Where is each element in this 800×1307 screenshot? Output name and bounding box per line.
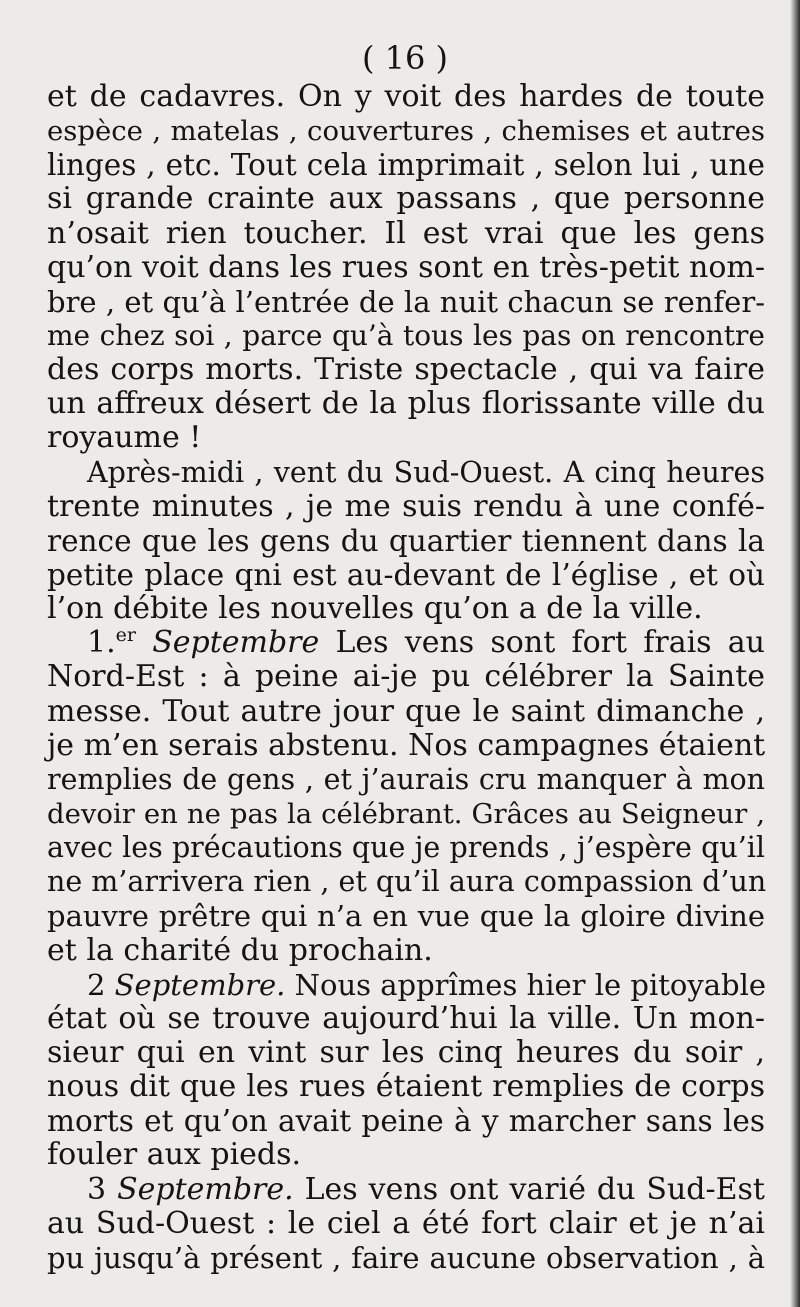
text-line: et la charité du prochain. — [47, 932, 433, 968]
body-text — [47, 80, 765, 1275]
entry-date: Septembre. — [117, 1171, 294, 1207]
entry-text: Les vens ont varié du Sud-Est — [293, 1171, 765, 1207]
text-line: royaume ! — [47, 420, 202, 456]
dated-entry-line — [47, 626, 765, 660]
entry-number: 3 — [87, 1171, 107, 1207]
dated-entry-line — [47, 968, 765, 1002]
text-line: remplies de gens , et j’aurais cru manquer à mon — [47, 762, 765, 796]
page-spine-shadow — [790, 0, 800, 1307]
entry-text: Nous apprîmes hier le pitoyable — [285, 967, 767, 1002]
text-line: pauvre prêtre qui n’a en vue que la gloire divine — [47, 899, 765, 934]
text-line: espèce , matelas , couvertures , chemises et autres — [47, 115, 765, 148]
entry-date: Septembre — [152, 625, 320, 661]
text-line: avec les précautions que je prends , j’espère qu’il — [47, 831, 765, 865]
text-line: messe. Tout autre jour que le saint dimanche , — [47, 693, 765, 729]
text-line: Après-midi , vent du Sud-Ouest. A cinq heures — [87, 455, 765, 489]
text-line: un affreux désert de la plus florissante ville du — [47, 386, 765, 422]
entry-text: Les vens sont fort frais au — [319, 625, 765, 661]
text-line: linges , etc. Tout cela imprimait , selon lui , une — [47, 148, 765, 183]
text-line: état où se trouve aujourd’hui la ville. Un mon- — [47, 1000, 765, 1036]
text-line: qu’on voit dans les rues sont en très-petit nom- — [47, 249, 765, 285]
text-line: si grande crainte aux passans , que personne — [47, 181, 765, 217]
text-line: nous dit que les rues étaient remplies de corps — [47, 1069, 765, 1105]
ordinal-suffix: er — [115, 624, 136, 647]
text-line: rence que les gens du quartier tiennent dans la — [47, 523, 765, 558]
text-line: au Sud-Ouest : le ciel a été fort clair et je n’ai — [47, 1205, 765, 1241]
dated-entry-line — [47, 1173, 765, 1207]
text-line: des corps morts. Triste spectacle , qui va faire — [47, 352, 765, 388]
text-line: sieur qui en vint sur les cinq heures du soir , — [47, 1034, 765, 1070]
text-line: petite place qni est au-devant de l’église , et où — [47, 557, 765, 592]
text-line: ne m’arrivera rien , et qu’il aura compassion d’un — [47, 865, 767, 899]
text-line: l’on débite les nouvelles qu’on a de la ville. — [47, 591, 703, 627]
text-line: morts et qu’on avait peine à y marcher sans les — [47, 1104, 765, 1139]
text-line: me chez soi , parce qu’à tous les pas on rencontre — [47, 318, 765, 352]
text-line: n’osait rien toucher. Il est vrai que les gens — [47, 215, 765, 251]
text-line: trente minutes , je me suis rendu à une confé- — [47, 488, 765, 524]
text-line: je m’en serais abstenu. Nos campagnes étaient — [47, 727, 766, 763]
page-number: ( 16 ) — [361, 39, 449, 77]
text-line: fouler aux pieds. — [47, 1137, 302, 1173]
text-line: bre , et qu’à l’entrée de la nuit chacun se renfer- — [47, 284, 765, 319]
text-line: pu jusqu’à présent , faire aucune observation , à — [47, 1240, 765, 1275]
text-line: devoir en ne pas la célébrant. Grâces au Seigneur , — [47, 797, 765, 830]
text-line: et de cadavres. On y voit des hardes de toute — [47, 79, 765, 114]
entry-number: 2 — [87, 967, 106, 1002]
text-line: Nord-Est : à peine ai-je pu célébrer la Sainte — [47, 659, 765, 695]
entry-date: Septembre. — [114, 967, 286, 1002]
entry-number: 1. — [87, 625, 116, 661]
